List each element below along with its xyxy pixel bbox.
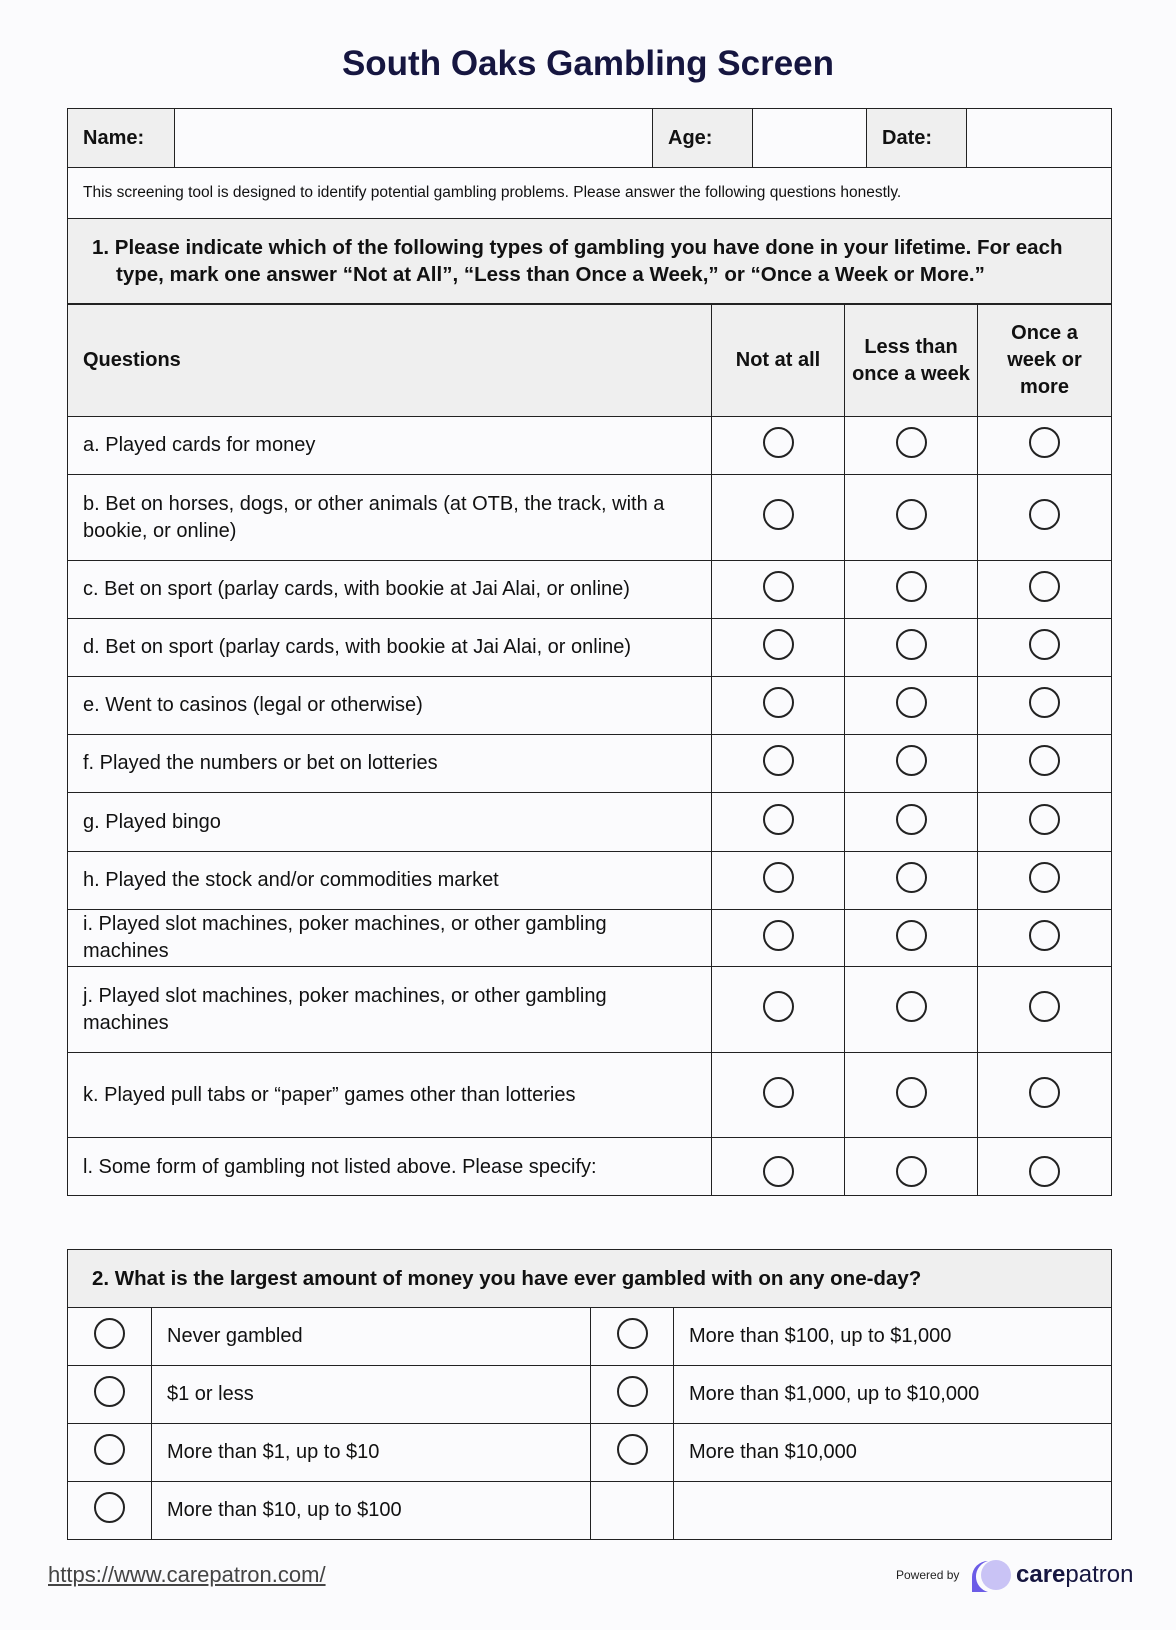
amount-row [68, 1482, 1112, 1540]
radio-cell [68, 1482, 152, 1540]
answer-cell [845, 677, 978, 735]
answer-cell [712, 910, 845, 967]
radio-amount[interactable] [94, 1376, 125, 1407]
radio-not-at-all[interactable] [763, 991, 794, 1022]
question-text: d. Bet on sport (parlay cards, with bookie at Jai Alai, or online) [68, 619, 712, 677]
question-1-table [67, 304, 1112, 1196]
radio-amount[interactable] [617, 1376, 648, 1407]
answer-cell [845, 561, 978, 619]
answer-cell [845, 910, 978, 967]
answer-cell [845, 417, 978, 475]
amount-option: More than $10, up to $100 [152, 1482, 591, 1540]
answer-cell [978, 619, 1112, 677]
col-header-less-than-weekly: Less than once a week [845, 305, 978, 417]
answer-cell [712, 735, 845, 793]
radio-cell [68, 1424, 152, 1482]
question-2-prompt: 2. What is the largest amount of money you have ever gambled with on any one-day? [68, 1250, 1112, 1308]
radio-weekly-or-more[interactable] [1029, 1156, 1060, 1187]
question-text: e. Went to casinos (legal or otherwise) [68, 677, 712, 735]
answer-cell [712, 677, 845, 735]
age-field[interactable] [753, 109, 867, 168]
carepatron-logo-icon [966, 1559, 1012, 1593]
amount-option: More than $1,000, up to $10,000 [674, 1366, 1112, 1424]
radio-amount[interactable] [617, 1434, 648, 1465]
radio-amount[interactable] [617, 1318, 648, 1349]
answer-cell [978, 417, 1112, 475]
radio-less-than-weekly[interactable] [896, 427, 927, 458]
answer-cell [978, 967, 1112, 1053]
radio-weekly-or-more[interactable] [1029, 862, 1060, 893]
radio-less-than-weekly[interactable] [896, 991, 927, 1022]
col-header-not-at-all: Not at all [712, 305, 845, 417]
answer-cell [845, 735, 978, 793]
question-row [68, 1138, 1112, 1196]
question-text: i. Played slot machines, poker machines, or other gambling machines [68, 910, 712, 967]
answer-cell [712, 1053, 845, 1138]
question-row [68, 852, 1112, 910]
amount-row [68, 1366, 1112, 1424]
col-header-questions: Questions [68, 305, 712, 417]
intro-text: This screening tool is designed to identify potential gambling problems. Please answer the following questions honestly. [68, 168, 1112, 219]
amount-row [68, 1424, 1112, 1482]
answer-cell [845, 1053, 978, 1138]
radio-not-at-all[interactable] [763, 920, 794, 951]
radio-not-at-all[interactable] [763, 1156, 794, 1187]
col-header-weekly-or-more: Once a week or more [978, 305, 1112, 417]
radio-less-than-weekly[interactable] [896, 629, 927, 660]
brand-rest: patron [1065, 1561, 1134, 1588]
radio-not-at-all[interactable] [763, 1077, 794, 1108]
answer-cell [712, 793, 845, 852]
question-row [68, 910, 1112, 967]
answer-cell [845, 852, 978, 910]
question-text: f. Played the numbers or bet on lotteries [68, 735, 712, 793]
answer-cell [845, 475, 978, 561]
radio-less-than-weekly[interactable] [896, 862, 927, 893]
radio-not-at-all[interactable] [763, 427, 794, 458]
question-text: c. Bet on sport (parlay cards, with bookie at Jai Alai, or online) [68, 561, 712, 619]
question-row [68, 417, 1112, 475]
question-text: g. Played bingo [68, 793, 712, 852]
radio-weekly-or-more[interactable] [1029, 427, 1060, 458]
name-label: Name: [68, 109, 175, 168]
brand-bold: care [1016, 1561, 1066, 1588]
answer-cell [978, 677, 1112, 735]
empty-cell [591, 1482, 674, 1540]
answer-cell [978, 1138, 1112, 1196]
radio-not-at-all[interactable] [763, 745, 794, 776]
radio-not-at-all[interactable] [763, 862, 794, 893]
answer-cell [712, 561, 845, 619]
answer-cell [712, 475, 845, 561]
radio-amount[interactable] [94, 1434, 125, 1465]
amount-row [68, 1308, 1112, 1366]
radio-weekly-or-more[interactable] [1029, 804, 1060, 835]
answer-cell [978, 475, 1112, 561]
radio-weekly-or-more[interactable] [1029, 499, 1060, 530]
answer-cell [978, 910, 1112, 967]
radio-weekly-or-more[interactable] [1029, 745, 1060, 776]
radio-less-than-weekly[interactable] [896, 920, 927, 951]
radio-cell [591, 1308, 674, 1366]
question-text: k. Played pull tabs or “paper” games other than lotteries [68, 1053, 712, 1138]
question-text: j. Played slot machines, poker machines, or other gambling machines [68, 967, 712, 1053]
amount-option: More than $10,000 [674, 1424, 1112, 1482]
answer-cell [978, 561, 1112, 619]
date-label: Date: [867, 109, 967, 168]
question-text: h. Played the stock and/or commodities market [68, 852, 712, 910]
answer-cell [712, 967, 845, 1053]
answer-cell [845, 967, 978, 1053]
radio-not-at-all[interactable] [763, 804, 794, 835]
question-row [68, 619, 1112, 677]
question-2-table [67, 1249, 1112, 1540]
radio-weekly-or-more[interactable] [1029, 1077, 1060, 1108]
amount-option: More than $1, up to $10 [152, 1424, 591, 1482]
carepatron-brand [1016, 1561, 1133, 1589]
amount-option: $1 or less [152, 1366, 591, 1424]
question-row [68, 475, 1112, 561]
radio-less-than-weekly[interactable] [896, 571, 927, 602]
radio-weekly-or-more[interactable] [1029, 687, 1060, 718]
radio-weekly-or-more[interactable] [1029, 991, 1060, 1022]
answer-cell [978, 735, 1112, 793]
radio-not-at-all[interactable] [763, 629, 794, 660]
answer-cell [712, 852, 845, 910]
radio-less-than-weekly[interactable] [896, 1156, 927, 1187]
answer-cell [712, 1138, 845, 1196]
radio-cell [68, 1308, 152, 1366]
answer-cell [978, 852, 1112, 910]
answer-cell [978, 1053, 1112, 1138]
question-row [68, 1053, 1112, 1138]
radio-weekly-or-more[interactable] [1029, 920, 1060, 951]
powered-by-label: Powered by [896, 1568, 960, 1582]
radio-amount[interactable] [94, 1492, 125, 1523]
name-field[interactable] [175, 109, 653, 168]
question-1-prompt: 1. Please indicate which of the following types of gambling you have done in your lifetime. For each type, mark one answer “Not at All”, “Less than Once a Week,” or “Once a Week or More.” [68, 219, 1112, 304]
radio-less-than-weekly[interactable] [896, 804, 927, 835]
question-row [68, 967, 1112, 1053]
answer-cell [845, 1138, 978, 1196]
radio-weekly-or-more[interactable] [1029, 629, 1060, 660]
answer-cell [845, 619, 978, 677]
question-text: l. Some form of gambling not listed above. Please specify: [68, 1138, 712, 1196]
question-row [68, 561, 1112, 619]
answer-cell [978, 793, 1112, 852]
radio-cell [591, 1366, 674, 1424]
question-text: a. Played cards for money [68, 417, 712, 475]
radio-cell [68, 1366, 152, 1424]
page-title: South Oaks Gambling Screen [341, 44, 835, 83]
age-label: Age: [653, 109, 753, 168]
radio-cell [591, 1424, 674, 1482]
radio-not-at-all[interactable] [763, 499, 794, 530]
radio-less-than-weekly[interactable] [896, 499, 927, 530]
patient-info-table [67, 108, 1112, 304]
radio-less-than-weekly[interactable] [896, 1077, 927, 1108]
question-row [68, 793, 1112, 852]
answer-cell [712, 619, 845, 677]
radio-weekly-or-more[interactable] [1029, 571, 1060, 602]
amount-option: More than $100, up to $1,000 [674, 1308, 1112, 1366]
radio-less-than-weekly[interactable] [896, 745, 927, 776]
date-field[interactable] [967, 109, 1112, 168]
answer-cell [712, 417, 845, 475]
carepatron-link[interactable]: https://www.carepatron.com/ [48, 1562, 326, 1587]
radio-less-than-weekly[interactable] [896, 687, 927, 718]
radio-not-at-all[interactable] [763, 687, 794, 718]
question-text: b. Bet on horses, dogs, or other animals (at OTB, the track, with a bookie, or online) [68, 475, 712, 561]
question-row [68, 677, 1112, 735]
radio-not-at-all[interactable] [763, 571, 794, 602]
radio-amount[interactable] [94, 1318, 125, 1349]
question-row [68, 735, 1112, 793]
answer-cell [845, 793, 978, 852]
empty-cell [674, 1482, 1112, 1540]
amount-option: Never gambled [152, 1308, 591, 1366]
